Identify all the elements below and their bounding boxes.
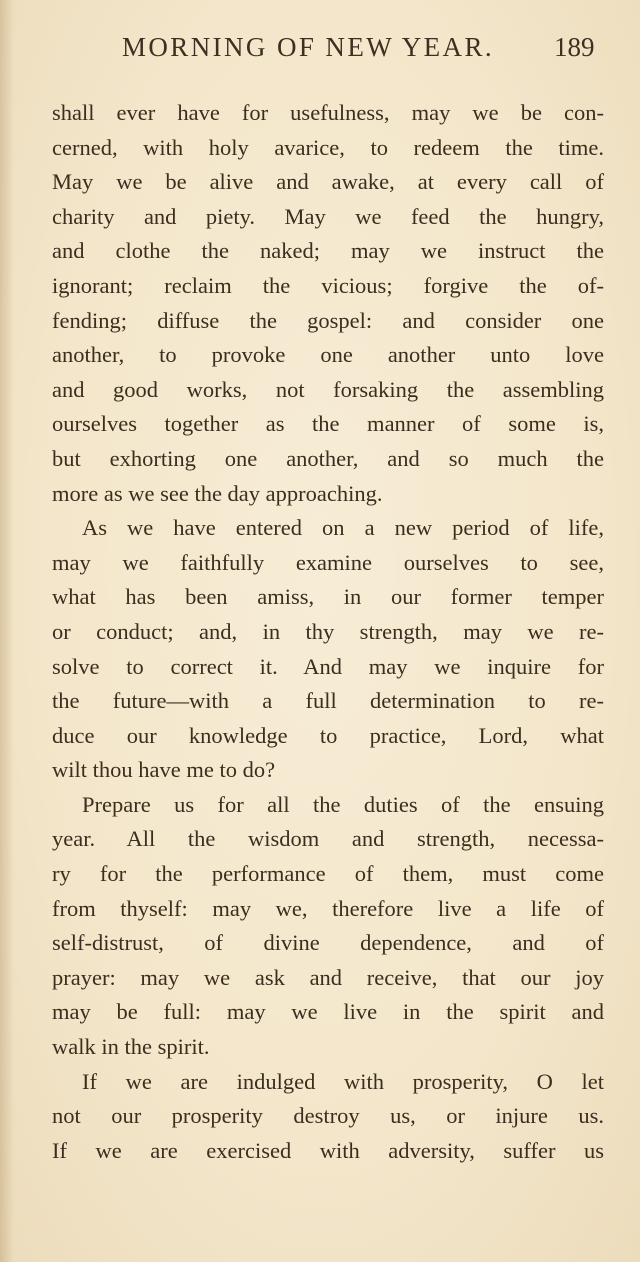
text-line: the future—with a full determination to re- — [52, 688, 604, 714]
text-line: self-distrust, of divine dependence, and of — [52, 930, 604, 956]
paragraph-4 — [52, 1065, 604, 1169]
page-number: 189 — [554, 32, 595, 62]
body-text — [52, 96, 604, 1168]
text-line: charity and piety. May we feed the hungry, — [52, 203, 604, 229]
text-line: another, to provoke one another unto love — [52, 342, 604, 368]
text-line: or conduct; and, in thy strength, may we re- — [52, 618, 604, 644]
text-line: wilt thou have me to do? — [52, 757, 276, 783]
text-line: fending; diffuse the gospel: and consider one — [52, 307, 604, 333]
text-line: shall ever have for usefulness, may we be con- — [52, 100, 604, 125]
text-line: from thyself: may we, therefore live a life of — [52, 895, 604, 921]
text-line: cerned, with holy avarice, to redeem the time. — [52, 134, 604, 160]
text-line: prayer: may we ask and receive, that our joy — [52, 964, 604, 990]
text-line: duce our knowledge to practice, Lord, what — [52, 722, 604, 748]
text-line: If we are exercised with adversity, suffer us — [52, 1137, 604, 1163]
text-line: Prepare us for all the duties of the ensuing — [82, 791, 604, 817]
text-line: and clothe the naked; may we instruct the — [52, 238, 604, 264]
text-line: ry for the performance of them, must come — [52, 861, 604, 887]
binding-shadow — [0, 0, 14, 1262]
running-title: MORNING OF NEW YEAR. — [122, 32, 494, 62]
text-line: walk in the spirit. — [52, 1034, 210, 1060]
text-line: may we faithfully examine ourselves to see, — [52, 549, 604, 575]
text-line: May we be alive and awake, at every call of — [52, 169, 604, 195]
text-line: ignorant; reclaim the vicious; forgive the of- — [52, 272, 604, 298]
text-line: may be full: may we live in the spirit and — [52, 999, 604, 1025]
text-line: As we have entered on a new period of life, — [82, 515, 604, 541]
text-line: but exhorting one another, and so much the — [52, 445, 604, 471]
text-line: year. All the wisdom and strength, necessa- — [52, 826, 604, 852]
text-line: ourselves together as the manner of some is, — [52, 411, 604, 437]
text-line: what has been amiss, in our former temper — [52, 584, 604, 610]
text-line: If we are indulged with prosperity, O let — [82, 1068, 604, 1094]
paragraph-2 — [52, 511, 604, 788]
text-line: not our prosperity destroy us, or injure us. — [52, 1103, 604, 1129]
text-line: more as we see the day approaching. — [52, 480, 383, 506]
running-head — [0, 32, 640, 72]
paragraph-3 — [52, 788, 604, 1065]
text-line: solve to correct it. And may we inquire for — [52, 653, 604, 679]
paragraph-1 — [52, 96, 604, 511]
text-line: and good works, not forsaking the assembling — [52, 376, 604, 402]
